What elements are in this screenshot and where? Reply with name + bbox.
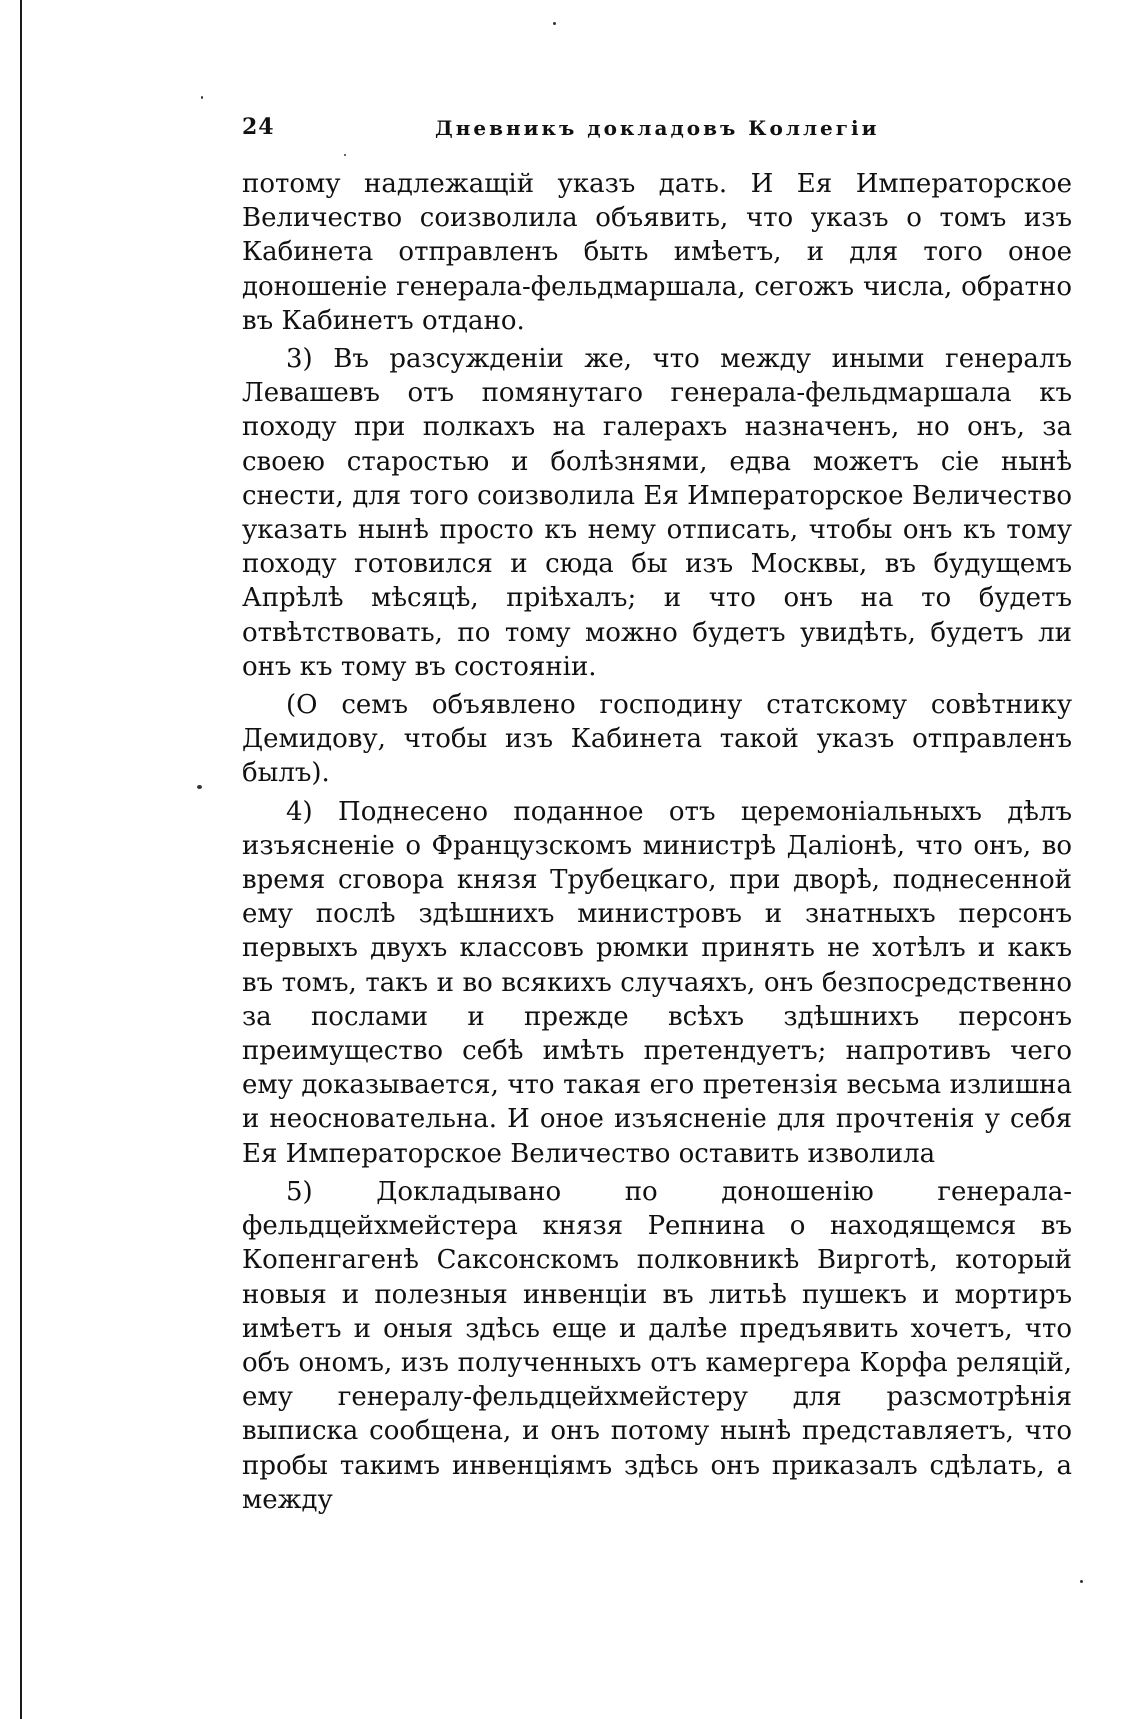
- paragraph-continuation: потому надлежащій указъ дать. И Ея Императорское Величество соизволила объявить, что указъ о томъ изъ Кабинета отправленъ быть имѣетъ, и для того оное доношеніе генерала-фельдмаршала, сегожъ числа, обратно въ Кабинетъ отдано.: [242, 169, 1072, 336]
- scan-speck: [553, 22, 556, 25]
- paragraph-item-5: 5) Докладывано по доношенію генерала-фельдцейхмейстера князя Репнина о находящемся въ Копенгагенѣ Саксонскомъ полковникѣ Вирготѣ, который новыя и полезныя инвенціи въ литьѣ пушекъ и мортиръ имѣетъ и оныя здѣсь еще и далѣе предъявить хочетъ, что объ ономъ, изъ полученныхъ отъ камергера Корфа реляцій, ему генералу-фельдцейхмейстеру для разсмотрѣнія выписка сообщена, и онъ потому нынѣ представляетъ, что пробы такимъ инвенціямъ здѣсь онъ приказалъ сдѣлать, а между: [242, 1176, 1072, 1515]
- paragraph-note: (О семъ объявлено господину статскому совѣтнику Демидову, чтобы изъ Кабинета такой указъ отправленъ былъ).: [242, 690, 1072, 789]
- paragraph-item-4: 4) Поднесено поданное отъ церемоніальныхъ дѣлъ изъясненіе о Французскомъ министрѣ Даліонѣ, что онъ, во время сговора князя Трубецкаго, при дворѣ, поднесенной ему послѣ здѣшнихъ министровъ и знатныхъ персонъ первыхъ двухъ классовъ рюмки принять не хотѣлъ и какъ въ томъ, такъ и во всякихъ случаяхъ, онъ безпосредственно за послами и прежде всѣхъ здѣшнихъ персонъ преимущество себѣ имѣть претендуетъ; напротивъ чего ему доказывается, что такая его претензія весьма излишна и неосновательна. И оное изъясненіе для прочтенія у себя Ея Императорское Величество оставить изволила: [242, 796, 1072, 1169]
- scan-speck: [197, 785, 202, 789]
- page-edge-rule: [20, 0, 22, 1719]
- running-title: Дневникъ докладовъ Коллегіи: [435, 116, 880, 140]
- scan-speck: [1080, 1580, 1083, 1583]
- scan-speck: [344, 154, 346, 156]
- scan-speck: [201, 96, 203, 99]
- paragraph-item-3: 3) Въ разсужденіи же, что между иными генералъ Левашевъ отъ помянутаго генерала-фельдмаршала къ походу при полкахъ на галерахъ назначенъ, но онъ, за своею старостью и болѣзнями, едва можетъ сіе нынѣ снести, для того соизволила Ея Императорское Величество указать нынѣ просто къ нему отписать, чтобы онъ къ тому походу готовился и сюда бы изъ Москвы, въ будущемъ Апрѣлѣ мѣсяцѣ, пріѣхалъ; и что онъ на то будетъ отвѣтствовать, по тому можно будетъ увидѣть, будетъ ли онъ къ тому въ состояніи.: [242, 344, 1072, 682]
- body-text: [242, 167, 1072, 1517]
- page-number: 24: [242, 114, 275, 140]
- running-header: [242, 108, 1072, 148]
